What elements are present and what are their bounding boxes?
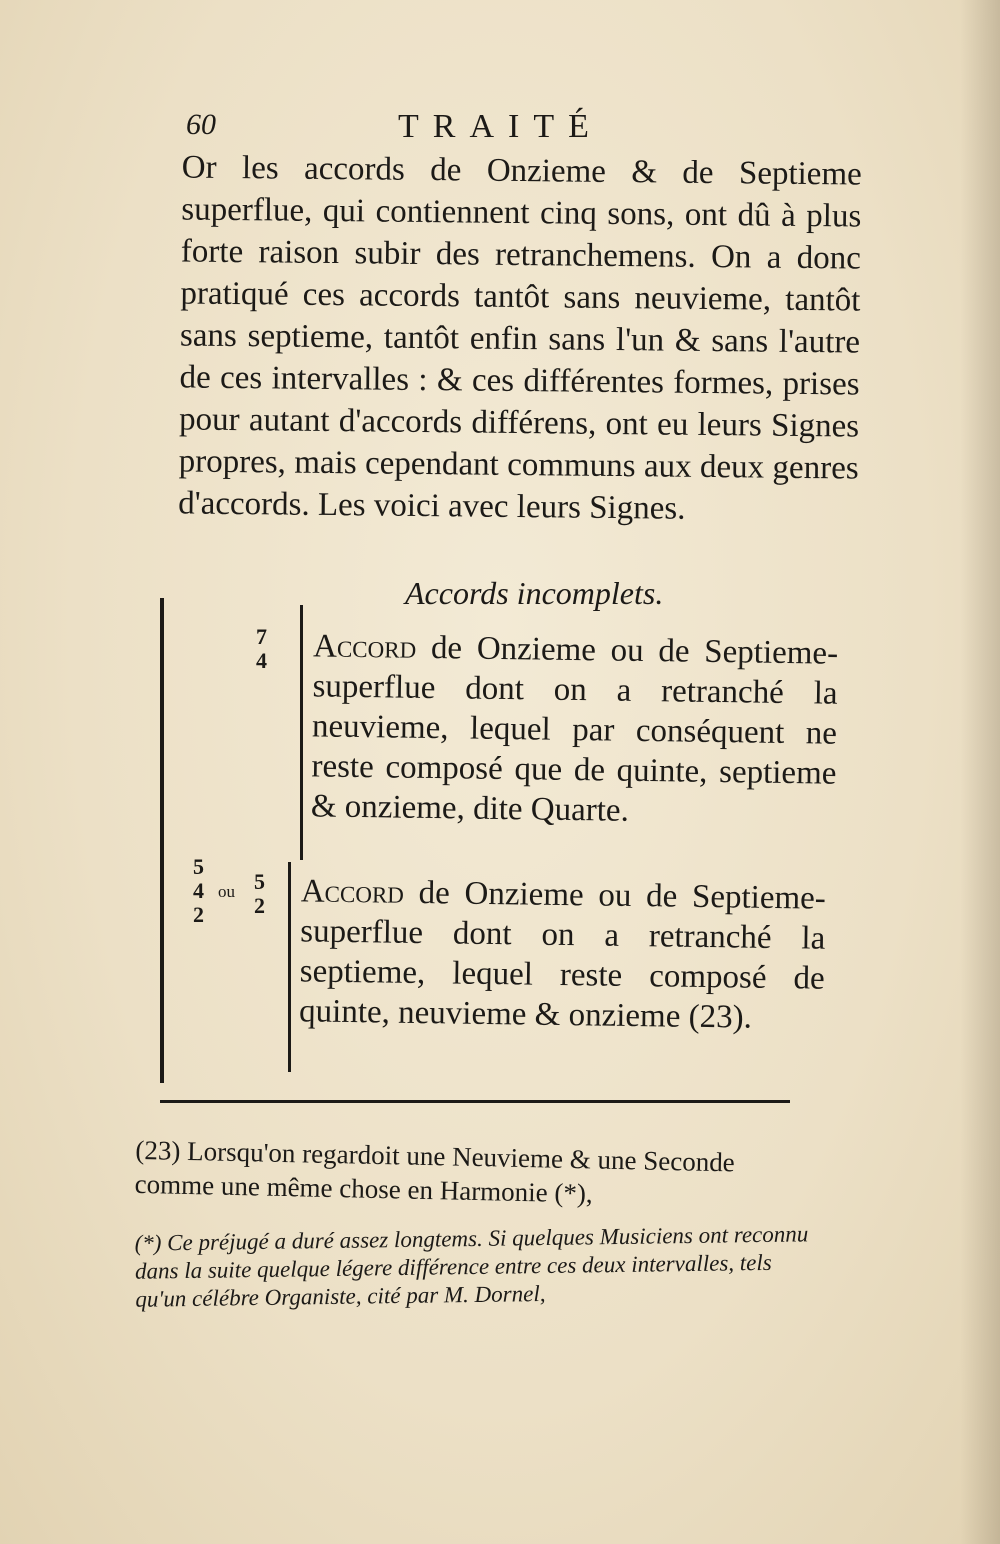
chord-signature-or: ou [218,882,235,901]
inner-bracket-line-top [300,605,307,860]
section-heading: Accords incomplets. [405,575,664,611]
body-paragraph: Or les accords de Onzieme & de Septieme superflue, qui contiennent cinq sons, ont dû à plus forte raison subir des retranchemens. On a donc pratiqué ces accords tantôt sans neuvieme, tantôt sans septieme, tantôt enfin sans l'un & sans l'autre de ces intervalles : & ces différentes formes, prises pour autant d'accords différens, ont eu leurs Signes propres, mais cependant communs aux deux genres d'accords. Les voici avec leurs Signes. [178,149,862,527]
running-title: TRAITÉ [398,108,603,145]
footnote-23: (23) Lorsqu'on regardoit une Neuvieme & une Seconde comme une même chose en Harmonie (*), [134,1134,736,1209]
entry-text: de Onzieme ou de Septieme-superflue dont on a retranché la septieme, lequel reste composé de quinte, neuvieme & onzieme (23). [298,874,827,1036]
footnote-rule [160,1100,790,1103]
entry-accord-1 [311,626,839,833]
entry-text: de Onzieme ou de Septieme-superflue dont on a retranché la neuvieme, lequel par conséquent ne reste composé que de quinte, septieme & onzieme, dite Quarte. [310,629,839,829]
chord-signature-5-4-2: 5 4 2 [193,854,204,927]
running-head [186,108,866,148]
page-number: 60 [186,108,216,141]
chord-signature-5-2: 5 2 [254,869,265,918]
outer-bracket-line [160,598,170,1083]
footnote-asterisk: (*) Ce préjugé a duré assez longtems. Si quelques Musiciens ont reconnu dans la suite quelque légere différence entre ces deux intervalles, tels qu'un célébre Organiste, cité par M. Dornel, [134,1221,809,1312]
entry-accord-2 [299,871,826,1038]
entry-lead-word: Accord [300,873,405,911]
spine-shadow [960,0,1000,1544]
entry-lead-word: Accord [312,628,417,666]
chord-signature-7-4: 7 4 [256,624,267,673]
inner-bracket-line-bottom [288,862,295,1072]
